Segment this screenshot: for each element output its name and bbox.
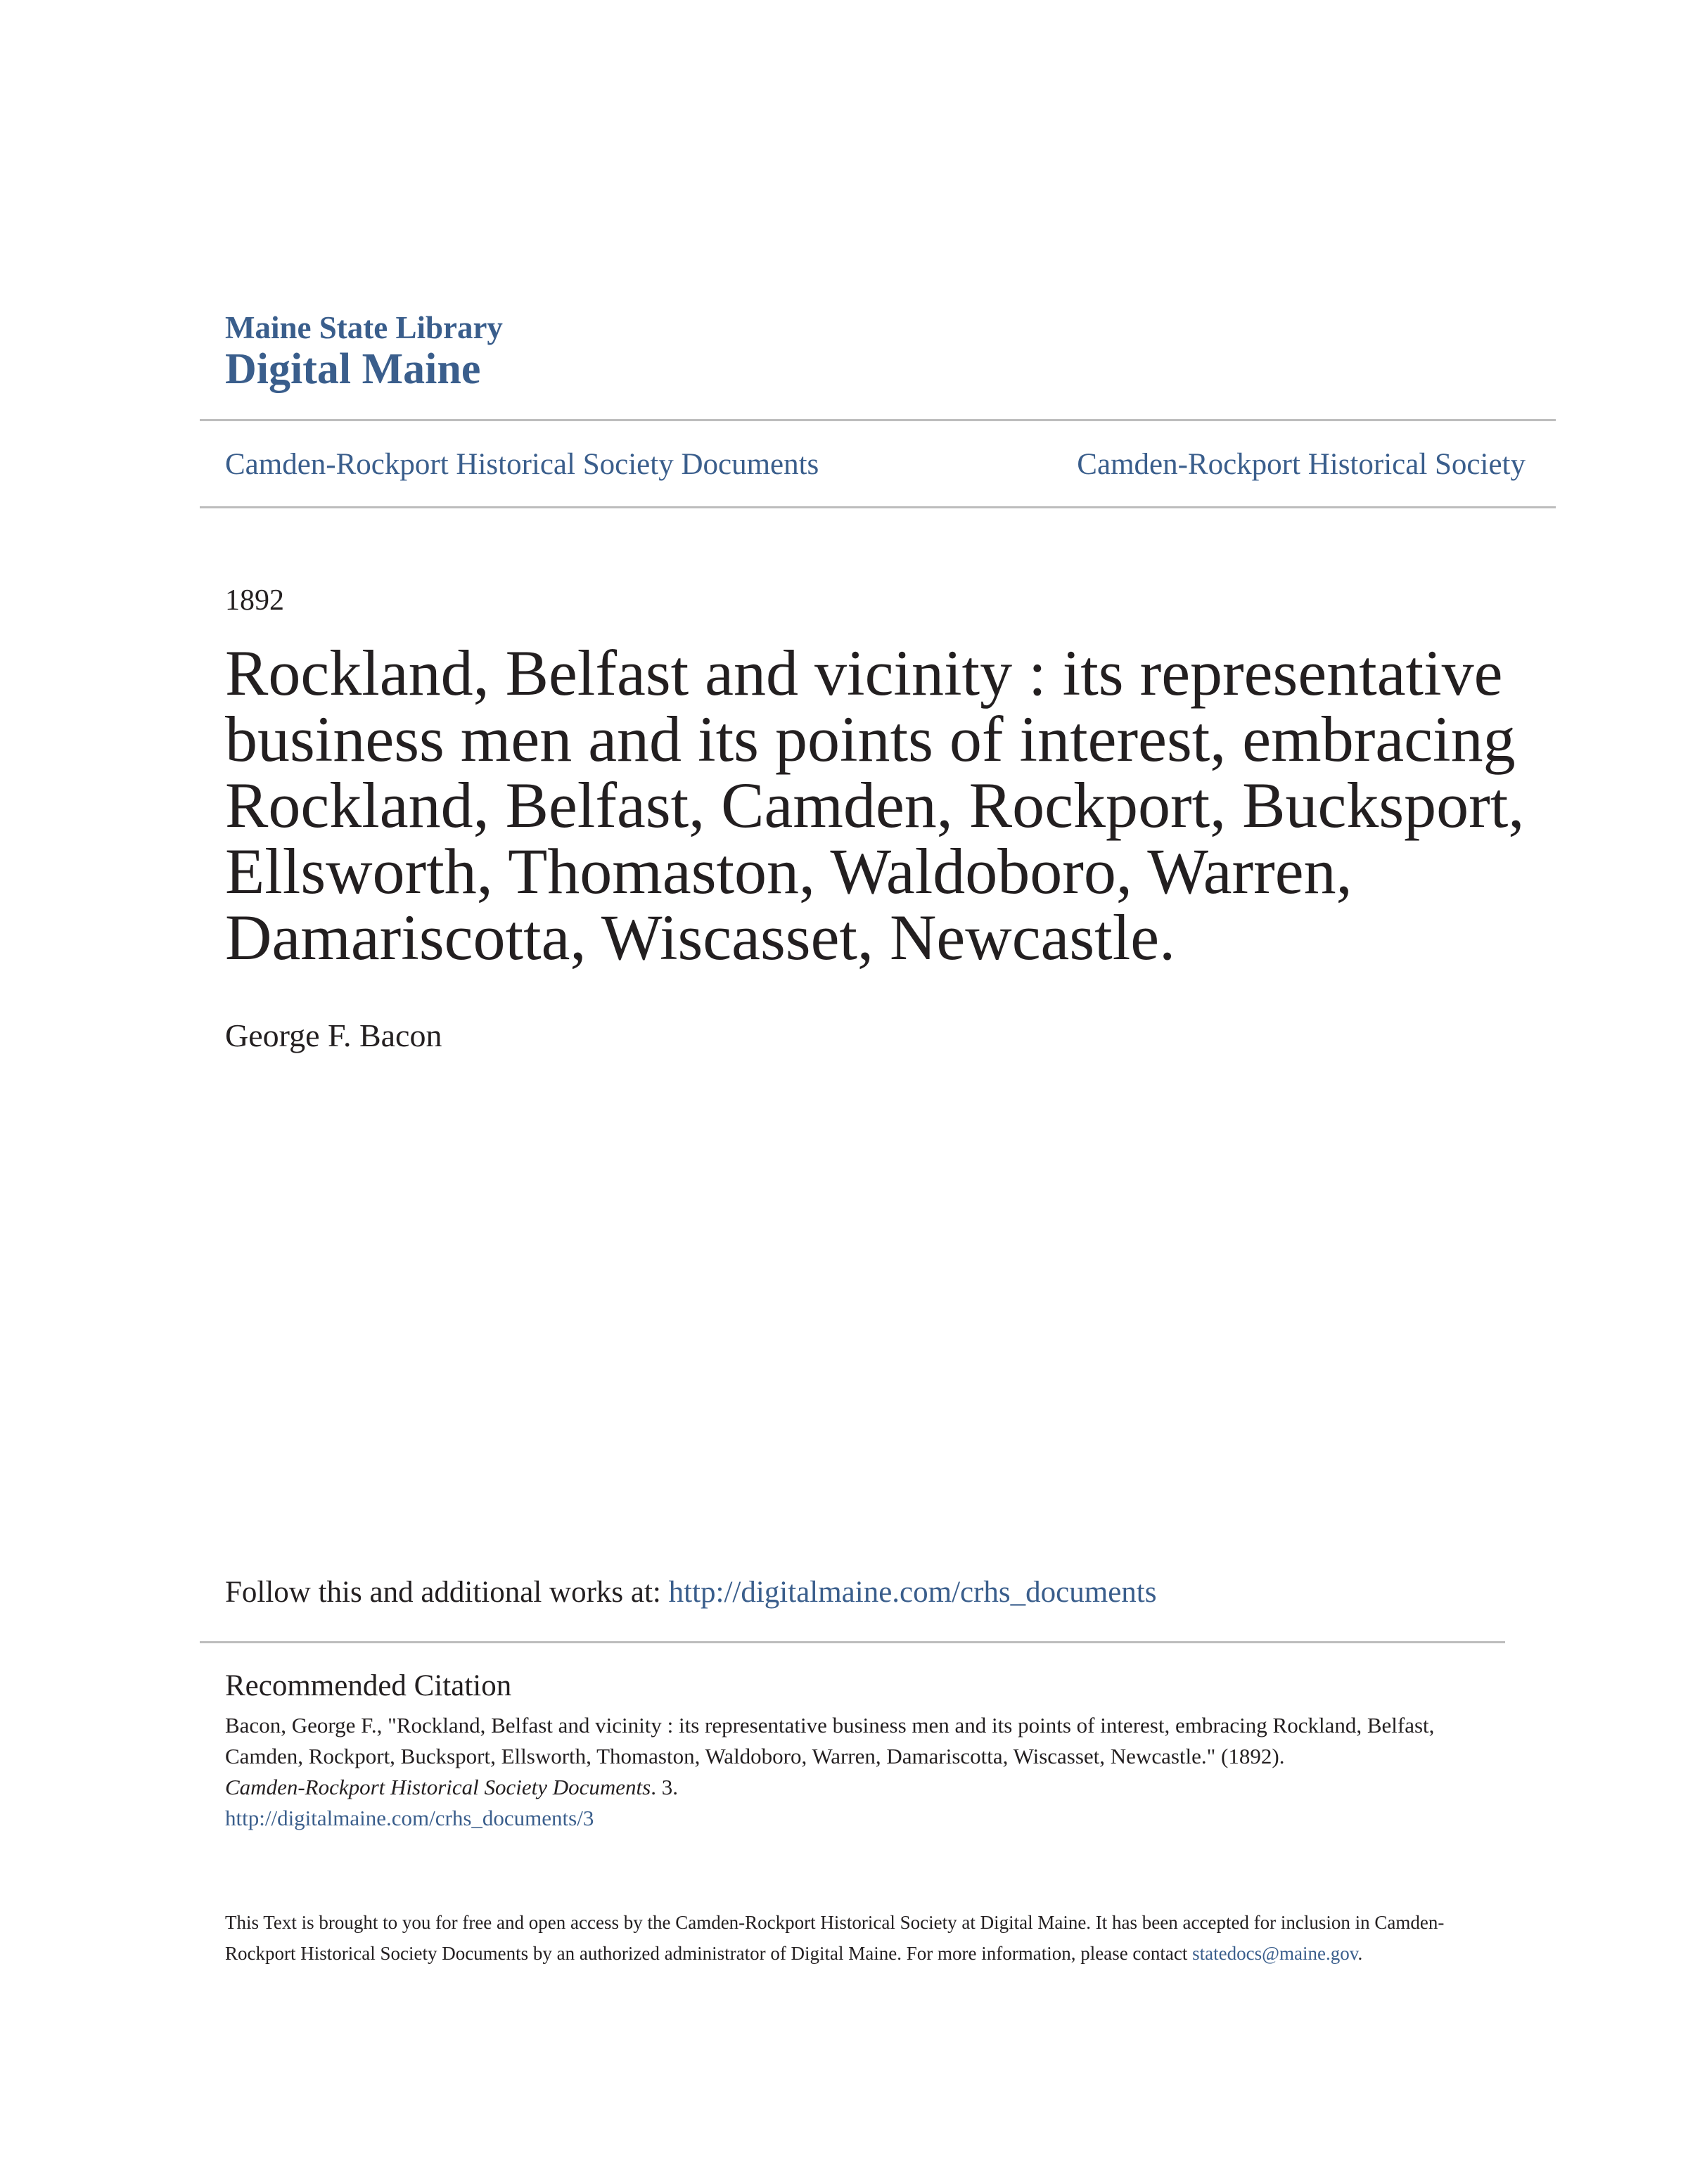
access-notice-end: . — [1357, 1943, 1363, 1964]
document-title: Rockland, Belfast and vicinity : its representative business men and its points of interest, embracing Rockland, Belfast, Camden, Rockport, Bucksport, Ellsworth, Thomaston, Waldoboro, Warren, Damariscotta, Wiscasset, Newcastle. — [225, 637, 1525, 973]
society-link[interactable]: Camden-Rockport Historical Society — [1077, 448, 1526, 481]
header-top-rule — [200, 419, 1556, 421]
follow-text: Follow this and additional works at: — [225, 1576, 669, 1609]
citation-heading: Recommended Citation — [225, 1669, 512, 1702]
digital-maine-title[interactable]: Digital Maine — [225, 345, 481, 393]
document-author: George F. Bacon — [225, 1017, 442, 1053]
citation-series: Camden-Rockport Historical Society Documents — [225, 1775, 651, 1799]
contact-email-link[interactable]: statedocs@maine.gov — [1192, 1943, 1358, 1964]
publication-year: 1892 — [225, 584, 284, 617]
follow-url-link[interactable]: http://digitalmaine.com/crhs_documents — [668, 1576, 1157, 1609]
citation-number: . 3. — [651, 1775, 678, 1799]
library-name: Maine State Library — [225, 310, 503, 345]
citation-url-link[interactable]: http://digitalmaine.com/crhs_documents/3 — [225, 1806, 594, 1830]
citation-text: Bacon, George F., "Rockland, Belfast and vicinity : its representative business men and its points of interest, embracing Rockland, Belfast, Camden, Rockport, Bucksport, Ellsworth, Thomaston, Waldoboro, Warren, Damariscotta, Wiscasset, Newcastle." (1892). — [225, 1713, 1435, 1768]
collection-link[interactable]: Camden-Rockport Historical Society Documents — [225, 448, 819, 481]
access-notice-text: This Text is brought to you for free and open access by the Camden-Rockport Historical Society at Digital Maine. It has been accepted for inclusion in Camden-Rockport Historical Society Documents by an authorized administrator of Digital Maine. For more information, please contact — [225, 1912, 1445, 1964]
follow-line — [225, 1575, 1156, 1610]
citation-body — [225, 1710, 1505, 1834]
citation-rule — [200, 1641, 1505, 1643]
header-bottom-rule — [200, 506, 1556, 508]
access-notice — [225, 1907, 1491, 1969]
